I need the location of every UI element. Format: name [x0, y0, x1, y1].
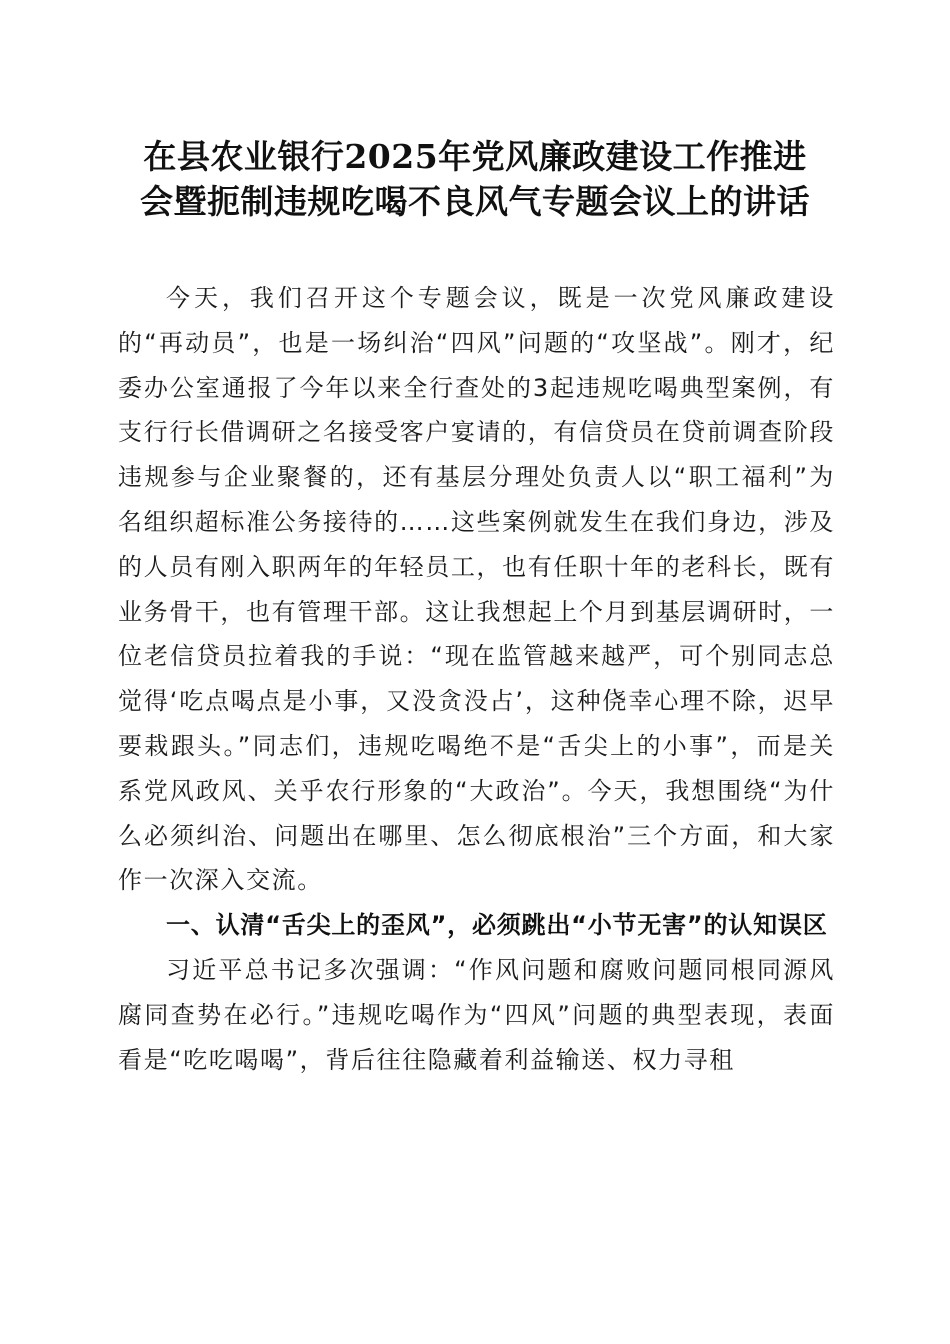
body-paragraph-2: 习近平总书记多次强调：“作风问题和腐败问题同根同源风腐同查势在必行。”违规吃喝作为“四风”问题的典型表现，表面看是“吃吃喝喝”，背后往往隐藏着利益输送、权力寻租: [118, 955, 835, 1074]
title-line-2: 会暨扼制违规吃喝不良风气专题会议上的讲话: [140, 182, 810, 221]
section-heading-1: 一、认清“舌尖上的歪风”，必须跳出“小节无害”的认知误区: [166, 911, 828, 940]
title-line-1: 在县农业银行2025年党风廉政建设工作推进: [143, 137, 807, 176]
document-title: [110, 134, 840, 224]
document-body: [118, 276, 835, 1082]
body-paragraph-1: 今天，我们召开这个专题会议，既是一次党风廉政建设的“再动员”，也是一场纠治“四风”问题的“攻坚战”。刚才，纪委办公室通报了今年以来全行查处的3起违规吃喝典型案例，有支行行长借调研之名接受客户宴请的，有信贷员在贷前调查阶段违规参与企业聚餐的，还有基层分理处负责人以“职工福利”为名组织超标准公务接待的……这些案例就发生在我们身边，涉及的人员有刚入职两年的年轻员工，也有任职十年的老科长，既有业务骨干，也有管理干部。这让我想起上个月到基层调研时，一位老信贷员拉着我的手说：“现在监管越来越严，可个别同志总觉得‘吃点喝点是小事，又没贪没占’，这种侥幸心理不除，迟早要栽跟头。”同志们，违规吃喝绝不是“舌尖上的小事”，而是关系党风政风、关乎农行形象的“大政治”。今天，我想围绕“为什么必须纠治、问题出在哪里、怎么彻底根治”三个方面，和大家作一次深入交流。: [118, 284, 835, 895]
